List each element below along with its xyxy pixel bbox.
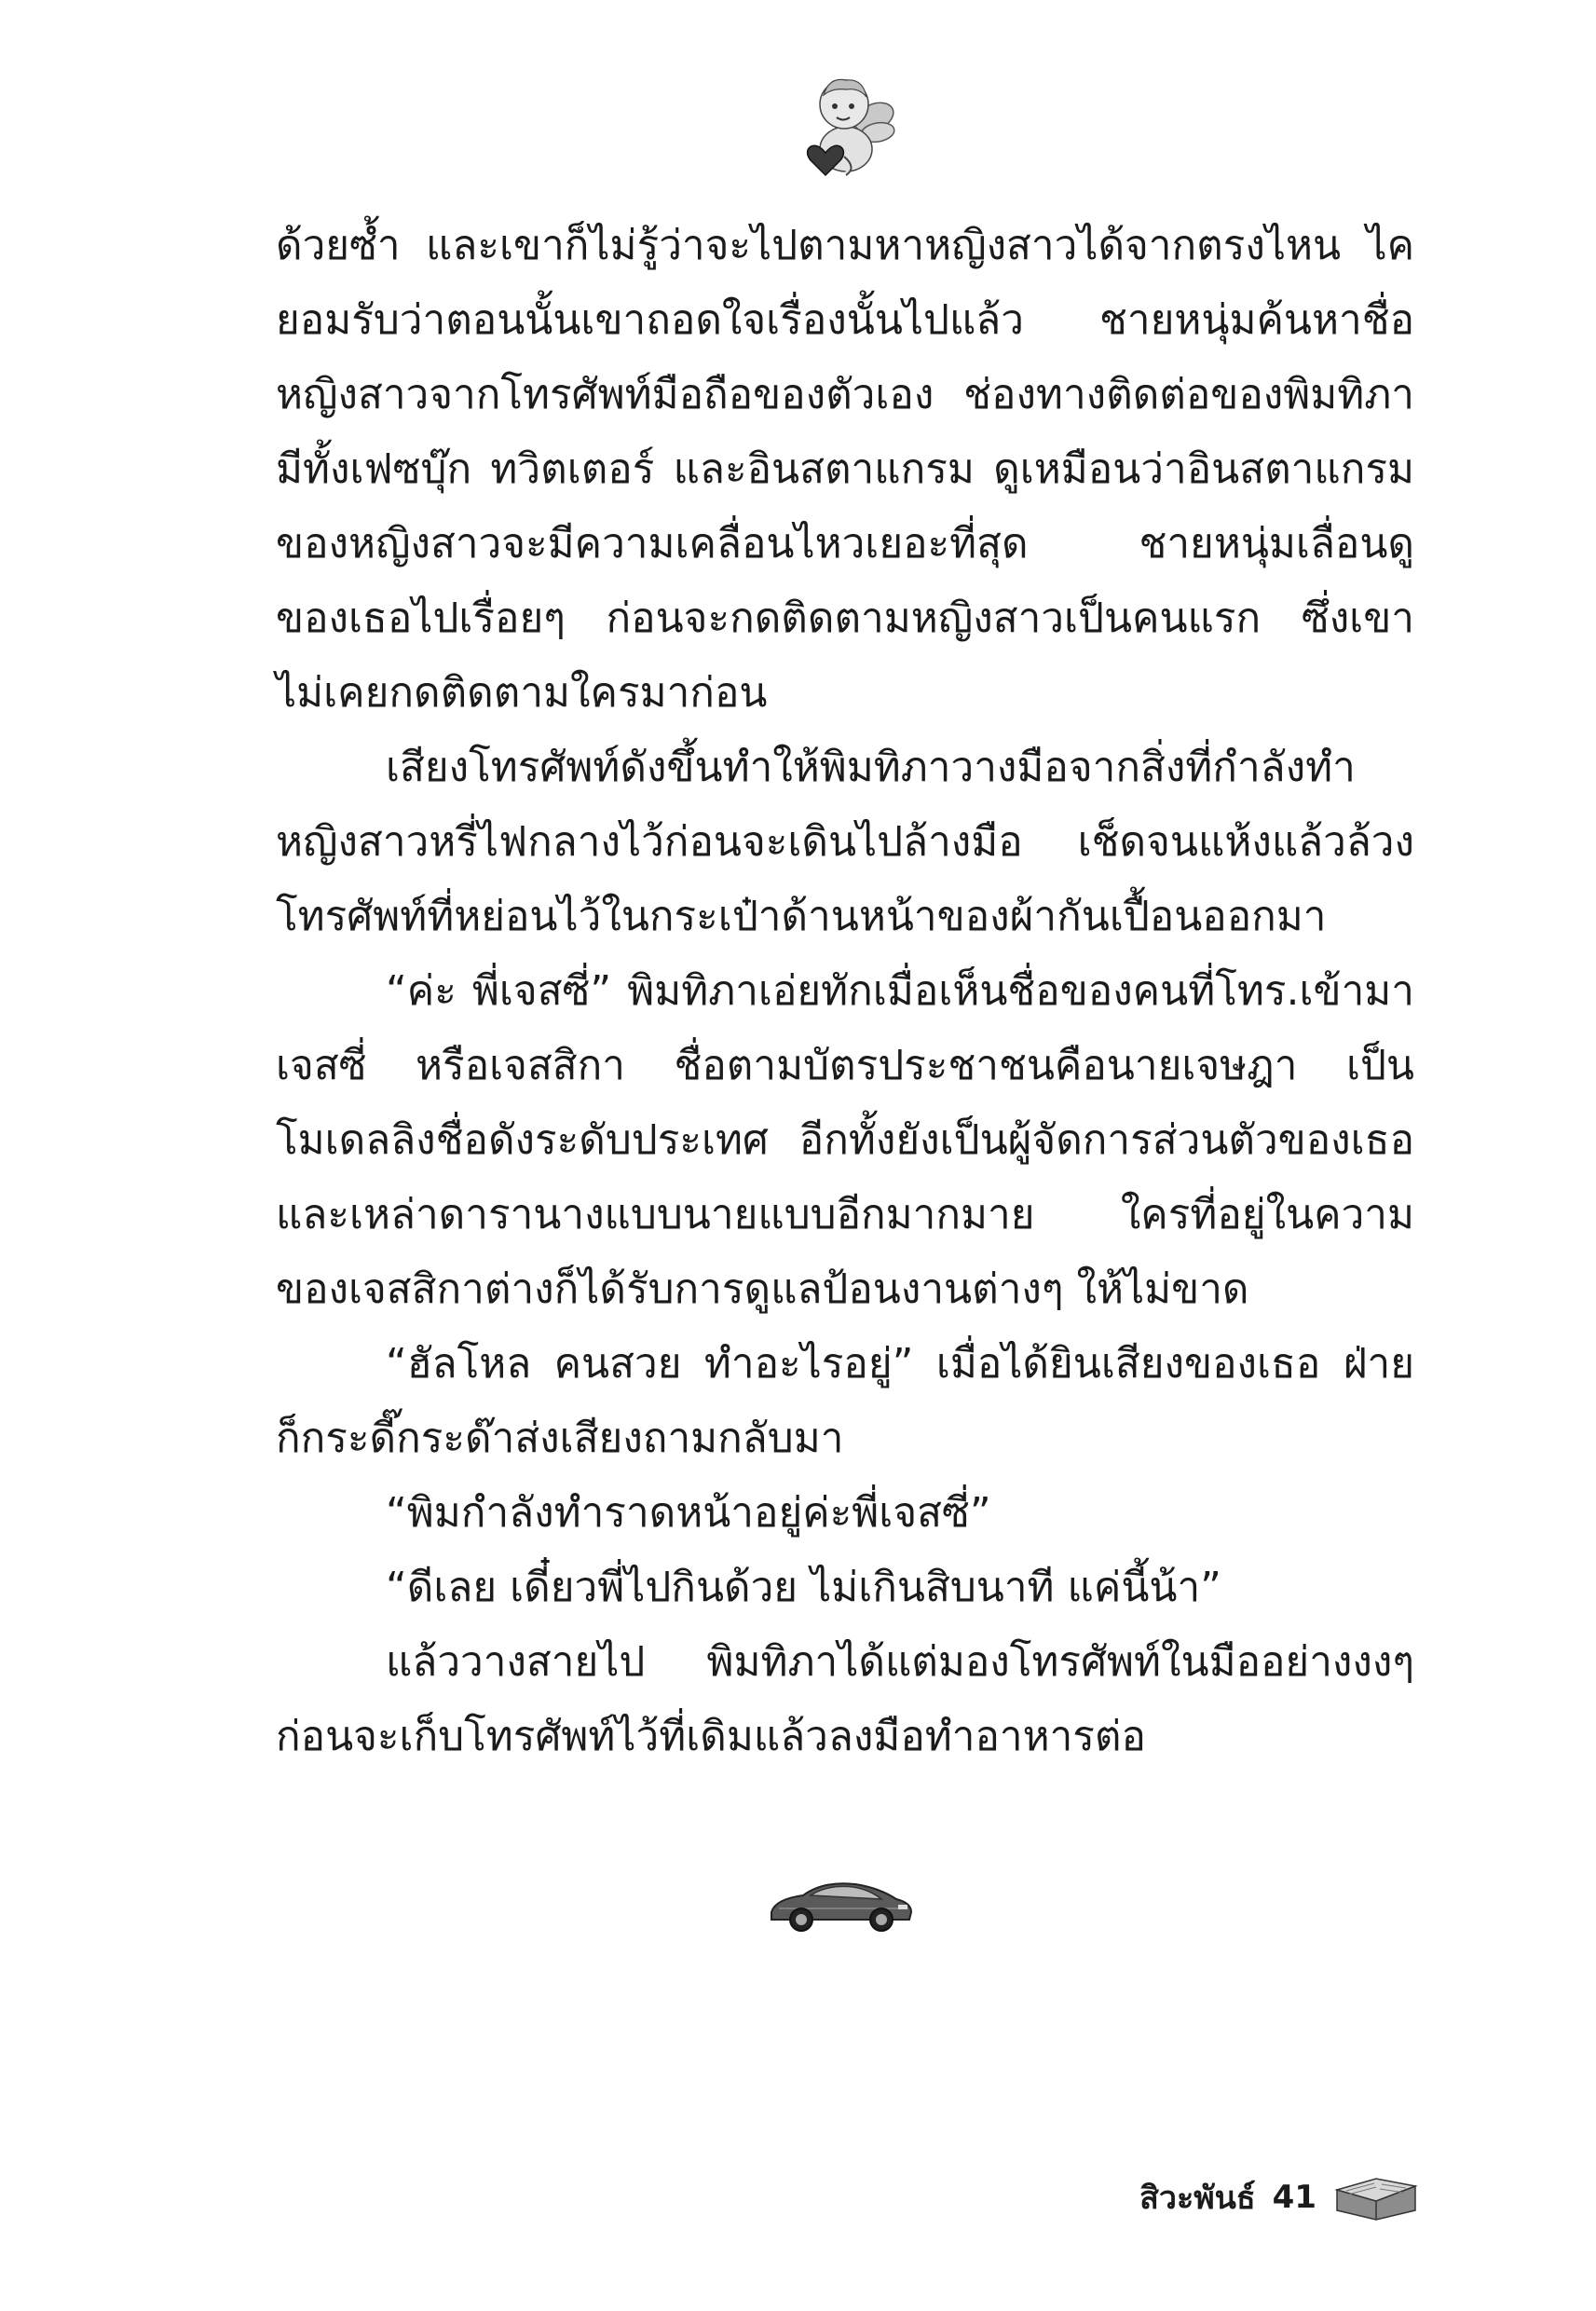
paragraph xyxy=(276,731,1414,954)
paragraph xyxy=(276,1327,1414,1476)
text-line: ของเธอไปเรื่อยๆ ก่อนจะกดติดตามหญิงสาวเป็นคนแรก ซึ่งเขา xyxy=(276,595,1414,642)
text-line: แล้ววางสายไป พิมทิภาได้แต่มองโทรศัพท์ในมืออย่างงงๆ xyxy=(386,1638,1414,1686)
text-line: เจสซี่ หรือเจสสิกา ชื่อตามบัตรประชาชนคือนายเจษฎา เป็น xyxy=(276,1042,1414,1089)
text-line: โมเดลลิงชื่อดังระดับประเทศ อีกทั้งยังเป็นผู้จัดการส่วนตัวของเธอ xyxy=(276,1116,1414,1164)
text-line: ของหญิงสาวจะมีความเคลื่อนไหวเยอะที่สุด ชายหนุ่มเลื่อนดู xyxy=(276,520,1414,567)
text-line: “พิมกำลังทำราดหน้าอยู่ค่ะพี่เจสซี่” xyxy=(386,1489,991,1537)
page-footer xyxy=(1139,2169,1419,2225)
text-line: ก็กระดี๊กระด๊าส่งเสียงถามกลับมา xyxy=(276,1415,844,1462)
text-line: ด้วยซ้ำ และเขาก็ไม่รู้ว่าจะไปตามหาหญิงสาวได้จากตรงไหน ไค xyxy=(276,222,1414,269)
text-line: และเหล่าดารานางแบบนายแบบอีกมากมาย ใครที่อยู่ในความ xyxy=(276,1191,1414,1238)
text-line: “ฮัลโหล คนสวย ทำอะไรอยู่” เมื่อได้ยินเสียงของเธอ ฝ่าย xyxy=(386,1340,1414,1388)
paragraph xyxy=(276,1551,1414,1625)
text-line: โทรศัพท์ที่หย่อนไว้ในกระเป๋าด้านหน้าของผ้ากันเปื้อนออกมา xyxy=(276,893,1327,940)
paragraph xyxy=(276,209,1414,731)
text-line: เสียงโทรศัพท์ดังขึ้นทำให้พิมทิภาวางมือจากสิ่งที่กำลังทำ xyxy=(386,744,1356,791)
text-line: ก่อนจะเก็บโทรศัพท์ไว้ที่เดิมแล้วลงมือทำอาหารต่อ xyxy=(276,1713,1146,1760)
text-line: “ค่ะ พี่เจสซี่” พิมทิภาเอ่ยทักเมื่อเห็นชื่อของคนที่โทร.เข้ามา xyxy=(386,967,1414,1015)
sports-car-icon xyxy=(766,1871,915,1936)
paragraph xyxy=(276,954,1414,1327)
text-line: มีทั้งเฟซบุ๊ก ทวิตเตอร์ และอินสตาแกรม ดูเหมือนว่าอินสตาแกรม xyxy=(276,445,1414,493)
text-line: ของเจสสิกาต่างก็ได้รับการดูแลป้อนงานต่างๆ ให้ไม่ขาด xyxy=(276,1265,1249,1313)
text-line: หญิงสาวจากโทรศัพท์มือถือของตัวเอง ช่องทางติดต่อของพิมทิภา xyxy=(276,371,1414,418)
paragraph xyxy=(276,1476,1414,1551)
text-line: หญิงสาวหรี่ไฟกลางไว้ก่อนจะเดินไปล้างมือ เช็ดจนแห้งแล้วล้วง xyxy=(276,818,1414,866)
story-body xyxy=(276,209,1414,1774)
page-number: 41 xyxy=(1272,2179,1316,2216)
cherub-with-heart-icon xyxy=(788,63,900,185)
text-line: ยอมรับว่าตอนนั้นเขาถอดใจเรื่องนั้นไปแล้ว ชายหนุ่มค้นหาชื่อ xyxy=(276,296,1414,344)
open-book-icon xyxy=(1333,2173,1419,2222)
text-line: ไม่เคยกดติดตามใครมาก่อน xyxy=(276,669,768,717)
book-title: สิวะพันธ์ xyxy=(1139,2180,1256,2217)
text-line: “ดีเลย เดี๋ยวพี่ไปกินด้วย ไม่เกินสิบนาที แค่นี้น้า” xyxy=(386,1564,1221,1611)
paragraph xyxy=(276,1625,1414,1774)
